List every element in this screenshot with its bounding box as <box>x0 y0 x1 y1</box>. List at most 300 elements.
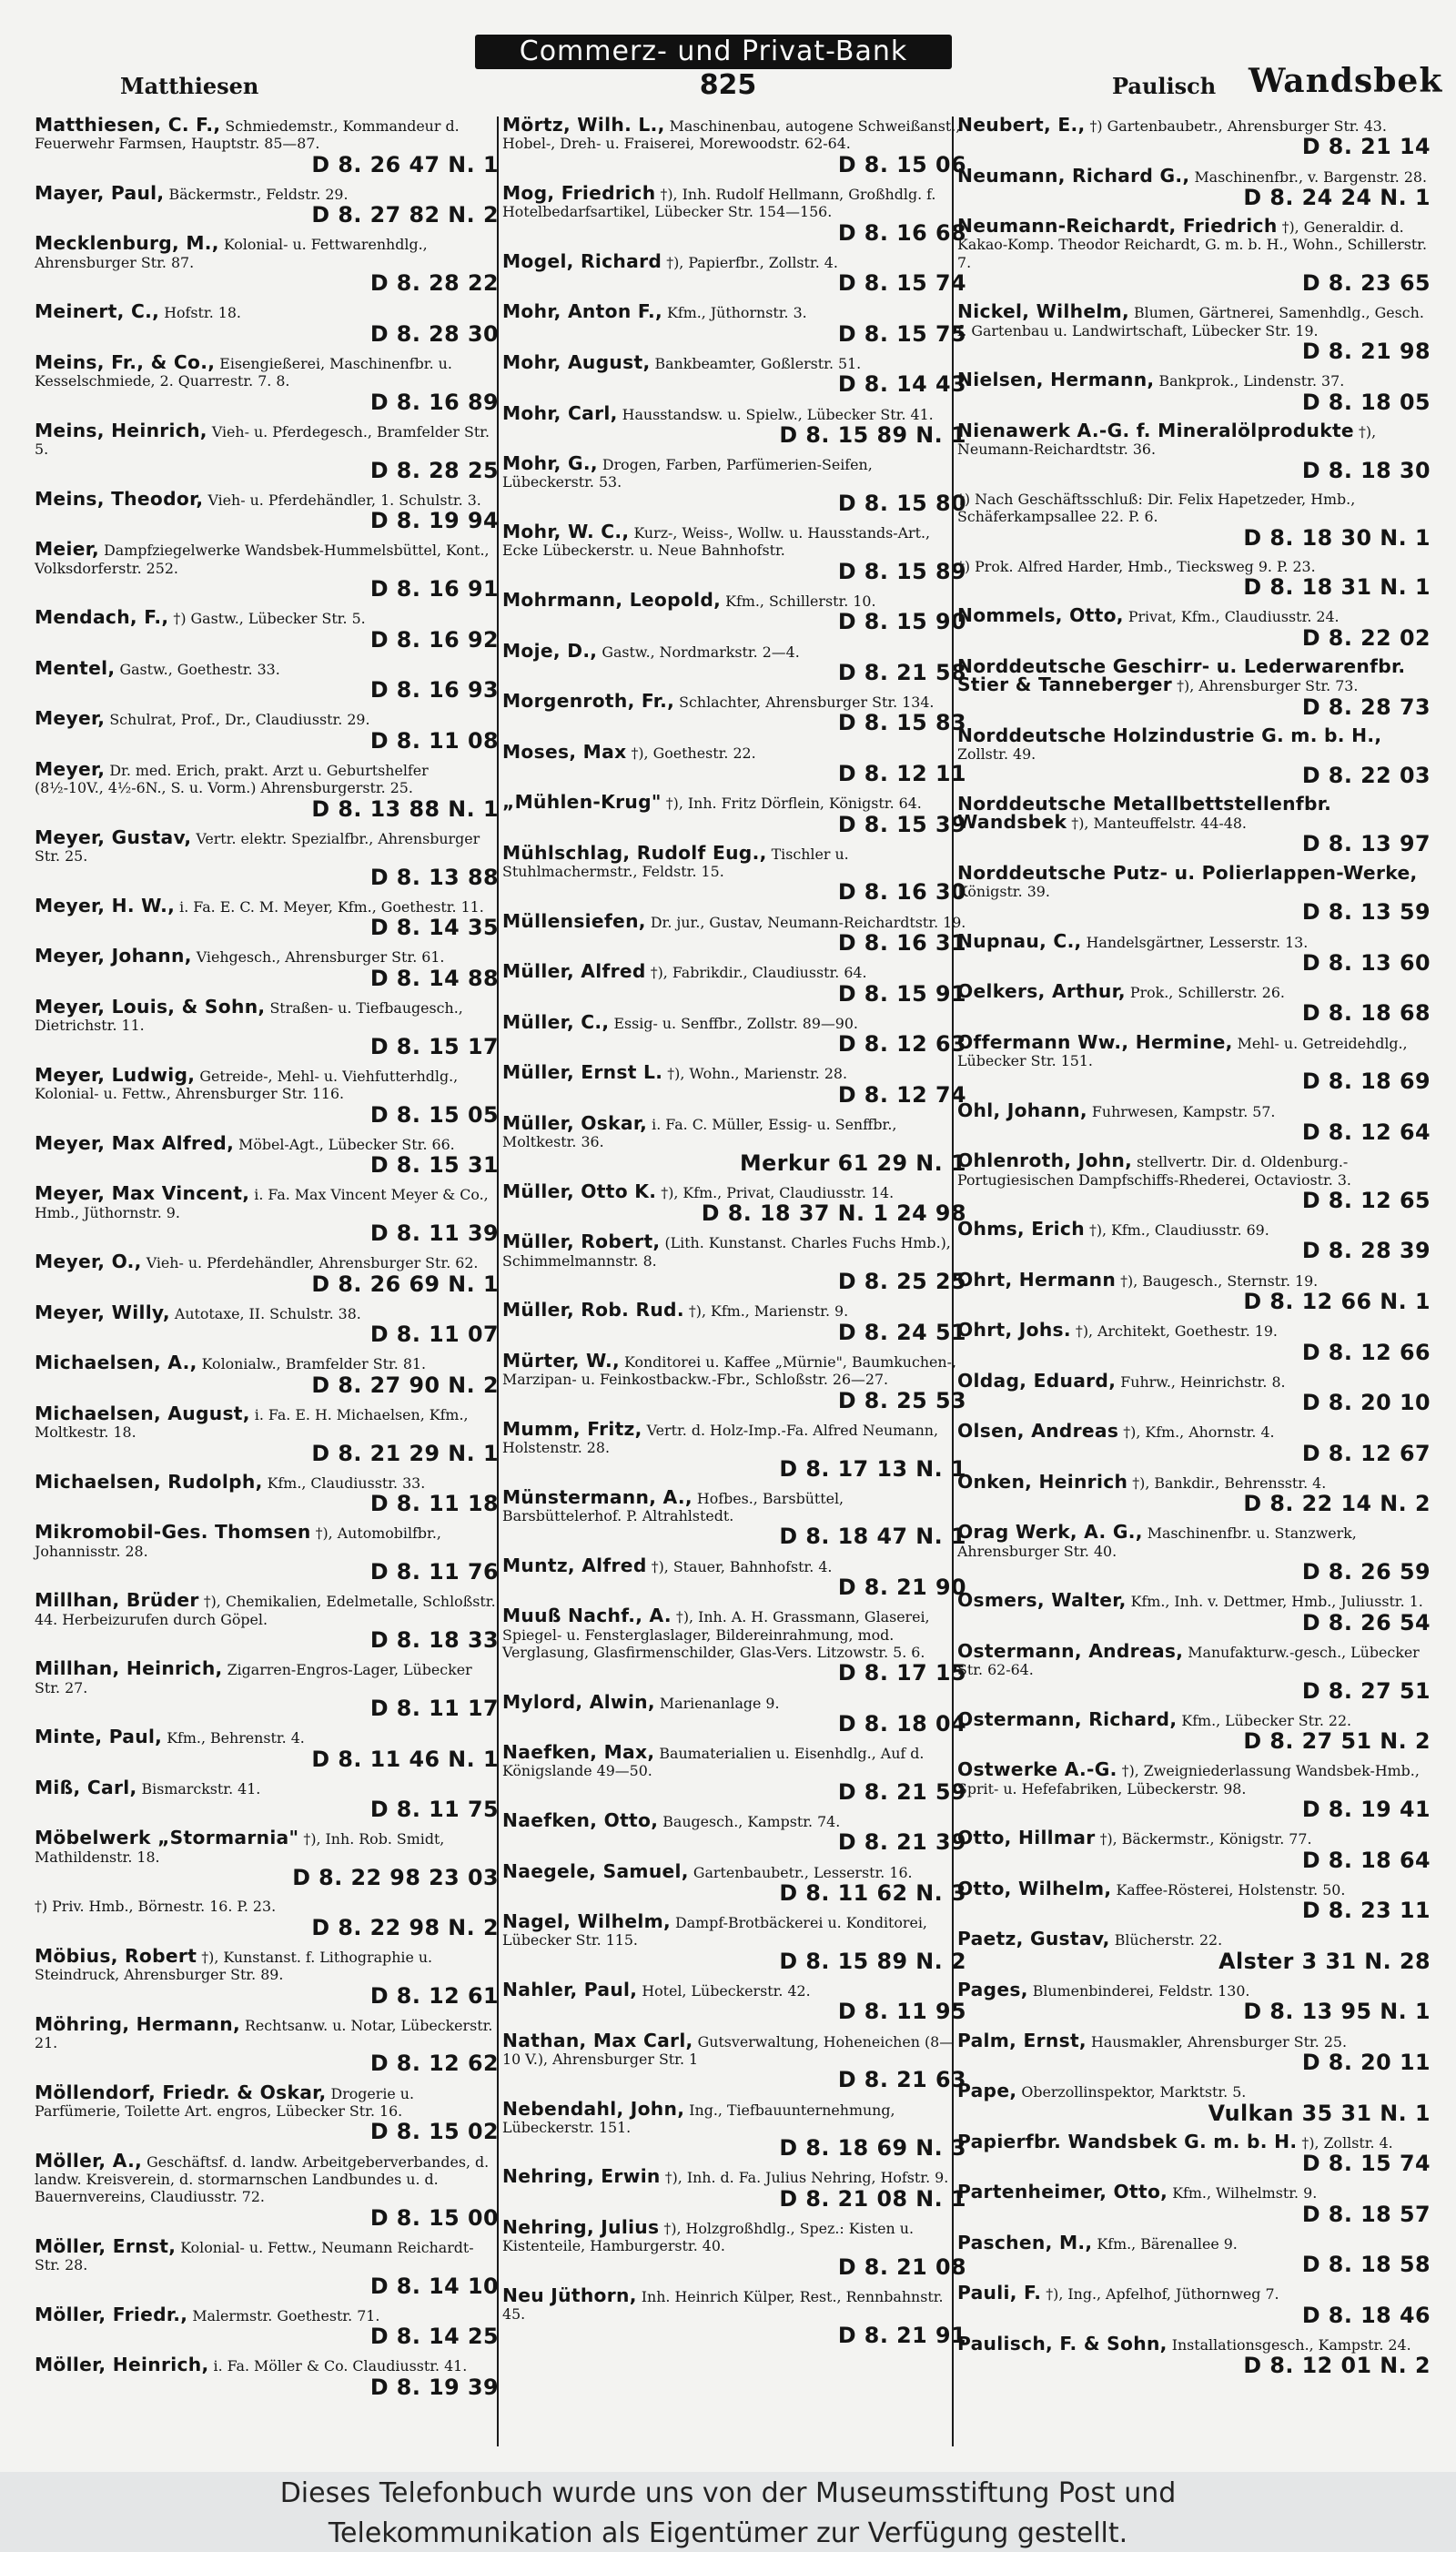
directory-entry <box>502 181 966 246</box>
entry-name: Meins, Theodor, <box>35 487 204 510</box>
entry-name: Paulisch, F. & Sohn, <box>957 2332 1168 2355</box>
directory-entry <box>957 1707 1431 1755</box>
entry-phone-number: D 8. 27 82 N. 2 <box>311 202 499 228</box>
entry-phone-number: D 8. 24 24 N. 1 <box>1243 184 1431 210</box>
entry-phone-number: D 8. 17 15 <box>837 1660 966 1686</box>
entry-name: Möbius, Robert <box>35 1944 197 1967</box>
entry-description: Kaffee-Rösterei, Holstenstr. 50. <box>1116 1880 1346 1899</box>
entry-name: Ostermann, Andreas, <box>957 1639 1184 1662</box>
entry-description: Bankprok., Lindenstr. 37. <box>1158 372 1345 390</box>
entry-name: Michaelsen, A., <box>35 1352 197 1374</box>
directory-entry <box>957 861 1431 926</box>
entry-name: Möller, Heinrich, <box>35 2354 209 2376</box>
entry-name: Palm, Ernst, <box>957 2029 1087 2051</box>
entry-phone-number: D 8. 18 68 <box>1301 1000 1431 1027</box>
entry-name: Morgenroth, Fr., <box>502 690 675 713</box>
directory-entry <box>957 1930 1431 1973</box>
entry-description: (Lith. Kunstanst. Charles Fuchs Hmb.), Schimmelmannstr. 8. <box>502 1234 951 1270</box>
directory-entry <box>957 1099 1431 1145</box>
entry-name: Miß, Carl, <box>35 1776 137 1798</box>
directory-entry <box>35 1402 499 1466</box>
entry-description: Hotel, Lübeckerstr. 42. <box>642 1982 811 2000</box>
entry-description: Fuhrwesen, Kampstr. 57. <box>1091 1102 1276 1120</box>
entry-phone-number: D 8. 26 47 N. 1 <box>311 151 499 177</box>
directory-entry <box>502 2097 966 2162</box>
entry-description: Malermstr. Goethestr. 71. <box>192 2306 380 2324</box>
entry-description: Geschäftsf. d. landw. Arbeitgeberverbandes, d. landw. Kreisverein, d. stormarnschen Landbundes u. d. Bauernvereins, Claudiusstr. 72. <box>35 2152 490 2206</box>
entry-phone-number: D 8. 15 39 <box>837 811 966 837</box>
entry-phone-number: D 8. 12 61 <box>369 1982 499 2009</box>
entry-name: Müller, Robert, <box>502 1230 661 1253</box>
entry-phone-number: D 8. 15 89 <box>837 558 966 584</box>
entry-description: Schulrat, Prof., Dr., Claudiusstr. 29. <box>109 711 370 729</box>
directory-entry <box>35 538 499 603</box>
entry-phone-number: D 8. 18 30 <box>1301 457 1431 483</box>
entry-phone-number: D 8. 18 33 <box>369 1627 499 1654</box>
entry-description: Kfm., Jüthornstr. 3. <box>667 304 807 322</box>
entry-name: Nebendahl, John, <box>502 2097 685 2120</box>
entry-description: Kfm., Lübecker Str. 22. <box>1181 1711 1352 1729</box>
entry-name: Muntz, Alfred <box>502 1554 647 1576</box>
entry-description: Dr. jur., Gustav, Neumann-Reichardtstr. 19. <box>650 913 966 931</box>
directory-entry <box>502 452 966 516</box>
entry-description: †) Gastw., Lübecker Str. 5. <box>173 610 366 628</box>
entry-name: Oldag, Eduard, <box>957 1369 1117 1392</box>
entry-name: Moses, Max <box>502 740 627 763</box>
entry-name: Paetz, Gustav, <box>957 1928 1110 1950</box>
directory-entry <box>502 2216 966 2280</box>
entry-name: Orag Werk, A. G., <box>957 1521 1143 1544</box>
entry-description: †), Manteuffelstr. 44-48. <box>1071 815 1247 833</box>
entry-phone-number: D 8. 26 54 <box>1301 1609 1431 1636</box>
entry-name: Mentel, <box>35 656 116 679</box>
entry-description: Bankbeamter, Goßlerstr. 51. <box>654 354 862 372</box>
entry-description: †), Zweigniederlassung Wandsbek-Hmb., Sprit- u. Hefefabriken, Lübeckerstr. 98. <box>957 1762 1420 1798</box>
entry-phone-number: D 8. 11 62 N. 3 <box>779 1879 966 1906</box>
entry-description: i. Fa. Möller & Co. Claudiusstr. 41. <box>213 2357 468 2375</box>
entry-phone-number: D 8. 11 39 <box>369 1220 499 1247</box>
entry-phone-number: D 8. 13 95 N. 1 <box>1243 1999 1431 2025</box>
directory-entry <box>957 1470 1431 1517</box>
entry-description: Eisengießerei, Maschinenfbr. u. Kesselschmiede, 2. Quarrestr. 7. 8. <box>35 354 452 390</box>
entry-phone-number: Alster 3 31 N. 28 <box>1218 1948 1431 1974</box>
entry-description: †) Priv. Hmb., Börnestr. 16. P. 23. <box>35 1898 277 1916</box>
directory-entry <box>35 181 499 228</box>
entry-phone-number: D 8. 14 25 <box>369 2324 499 2350</box>
entry-description: †) Nach Geschäftsschluß: Dir. Felix Hapetzeder, Hmb., Schäferkampsallee 22. P. 6. <box>957 490 1356 526</box>
bank-advertisement-banner: Commerz- und Privat-Bank <box>475 35 952 69</box>
directory-entry <box>957 164 1431 210</box>
entry-name: Ostwerke A.-G. <box>957 1758 1117 1781</box>
entry-name: Papierfbr. Wandsbek G. m. b. H. <box>957 2130 1298 2152</box>
directory-entry <box>502 2284 966 2348</box>
entry-description: Fuhrw., Heinrichstr. 8. <box>1120 1372 1286 1391</box>
entry-name: Ohrt, Hermann <box>957 1268 1117 1291</box>
entry-description: Bismarckstr. 41. <box>141 1779 261 1798</box>
entry-description: †), Wohn., Marienstr. 28. <box>667 1065 847 1083</box>
directory-entry <box>502 1061 966 1108</box>
entry-name: Nielsen, Hermann, <box>957 369 1155 391</box>
entry-name: Partenheimer, Otto, <box>957 2181 1168 2203</box>
entry-phone-number: D 8. 16 92 <box>369 626 499 653</box>
entry-name: Mörtz, Wilh. L., <box>502 114 665 136</box>
entry-phone-number: D 8. 28 25 <box>369 457 499 483</box>
entry-name: Mohr, W. C., <box>502 521 630 543</box>
entry-description: Viehgesch., Ahrensburger Str. 61. <box>196 948 445 967</box>
entry-phone-number: D 8. 22 03 <box>1301 762 1431 788</box>
entry-name: Mohr, August, <box>502 350 651 373</box>
directory-entry <box>35 825 499 890</box>
entry-description: Maschinenbau, autogene Schweißanst., Hobel-, Dreh- u. Fraiserei, Morewoodstr. 62-64. <box>502 117 961 153</box>
entry-name: Mumm, Fritz, <box>502 1417 642 1440</box>
entry-phone-number: D 8. 16 91 <box>369 576 499 603</box>
entry-name: Müller, Otto K. <box>502 1180 657 1202</box>
directory-entry <box>957 1268 1431 1314</box>
entry-name: Offermann Ww., Hermine, <box>957 1030 1233 1053</box>
entry-name: Müller, Rob. Rud. <box>502 1299 684 1322</box>
entry-name: Norddeutsche Putz- u. Polierlappen-Werke, <box>957 861 1418 884</box>
directory-entry <box>502 909 966 957</box>
directory-entry <box>502 1808 966 1856</box>
entry-phone-number: D 8. 25 53 <box>837 1387 966 1413</box>
directory-entry <box>502 1301 966 1344</box>
directory-entry <box>957 300 1431 365</box>
directory-entry <box>502 588 966 635</box>
directory-entry <box>502 639 966 685</box>
entry-phone-number: D 8. 15 89 N. 2 <box>779 1948 966 1974</box>
entry-description: †), Baugesch., Sternstr. 19. <box>1120 1271 1319 1290</box>
entry-description: †), Neumann-Reichardtstr. 36. <box>957 422 1377 459</box>
entry-phone-number: D 8. 11 46 N. 1 <box>311 1746 499 1772</box>
entry-name: Nehring, Julius <box>502 2216 660 2238</box>
entry-phone-number: D 8. 25 25 <box>837 1269 966 1295</box>
entry-phone-number: D 8. 12 66 N. 1 <box>1243 1289 1431 1314</box>
entry-description: Schlachter, Ahrensburger Str. 134. <box>679 694 935 712</box>
entry-name: Mohrmann, Leopold, <box>502 588 722 611</box>
entry-name: Otto, Hillmar <box>957 1827 1096 1849</box>
entry-phone-number: D 8. 28 73 <box>1301 694 1431 720</box>
entry-phone-number: D 8. 15 06 <box>837 151 966 177</box>
directory-entry <box>957 2183 1431 2226</box>
entry-name: Meyer, H. W., <box>35 894 176 916</box>
entry-phone-number: D 8. 15 90 <box>837 609 966 635</box>
directory-entry <box>502 2165 966 2212</box>
entry-description: Maschinenfbr., v. Bargenstr. 28. <box>1194 167 1428 186</box>
directory-entry <box>957 1877 1431 1924</box>
entry-description: Zollstr. 49. <box>957 745 1036 764</box>
directory-entry <box>957 2332 1431 2379</box>
entry-description: Hausstandsw. u. Spielw., Lübecker Str. 41. <box>622 405 934 423</box>
entry-description: †), Ing., Apfelhof, Jüthornweg 7. <box>1046 2285 1279 2304</box>
entry-description: Baugesch., Kampstr. 74. <box>662 1812 841 1830</box>
entry-phone-number: D 8. 15 00 <box>369 2204 499 2231</box>
entry-description: †), Inh. d. Fa. Julius Nehring, Hofstr. 9. <box>664 2169 949 2187</box>
entry-phone-number: D 8. 20 10 <box>1301 1390 1431 1416</box>
entry-phone-number: D 8. 18 31 N. 1 <box>1243 574 1431 601</box>
entry-description: †), Fabrikdir., Claudiusstr. 64. <box>650 964 867 982</box>
directory-column-2 <box>502 116 966 2355</box>
directory-entry <box>957 980 1431 1027</box>
entry-description: †), Bankdir., Behrensstr. 4. <box>1132 1473 1327 1492</box>
entry-name: Meyer, Max Vincent, <box>35 1182 250 1205</box>
directory-entry <box>957 654 1431 720</box>
directory-entry <box>35 2012 499 2077</box>
directory-entry <box>502 1981 966 2024</box>
entry-phone-number: Vulkan 35 31 N. 1 <box>1208 2100 1431 2126</box>
entry-name: Müller, Oskar, <box>502 1111 648 1134</box>
entry-phone-number: D 8. 21 63 <box>837 2067 966 2093</box>
entry-phone-number: D 8. 22 98 N. 2 <box>311 1914 499 1940</box>
entry-description: Straßen- u. Tiefbaugesch., Dietrichstr. 11. <box>35 998 463 1035</box>
entry-phone-number: D 8. 28 30 <box>369 320 499 347</box>
entry-description: Rechtsanw. u. Notar, Lübeckerstr. 21. <box>35 2016 493 2052</box>
entry-description: †), Inh. A. H. Grassmann, Glaserei, Spiegel- u. Fensterglaslager, Bildereinrahmung, mod. Verglasung, Glasfirmenschilder, Glas-Vers. Litzowstr. 5. 6. <box>502 1608 930 1661</box>
directory-entry <box>35 1657 499 1722</box>
entry-name: Ohlenroth, John, <box>957 1149 1133 1172</box>
directory-entry <box>35 894 499 941</box>
entry-description: †), Bäckermstr., Königstr. 77. <box>1099 1830 1312 1848</box>
entry-description: Vieh- u. Pferdehändler, Ahrensburger Str. 62. <box>146 1254 479 1272</box>
entry-name: Münstermann, A., <box>502 1485 693 1508</box>
entry-description: Kfm., Bärenallee 9. <box>1097 2234 1238 2253</box>
entry-phone-number: D 8. 18 69 <box>1301 1068 1431 1095</box>
directory-entry <box>502 1554 966 1601</box>
entry-name: Mohr, G., <box>502 452 598 475</box>
entry-description: Vertr. d. Holz-Imp.-Fa. Alfred Neumann, Holstenstr. 28. <box>502 1421 939 1457</box>
entry-description: †), Chemikalien, Edelmetalle, Schloßstr. 44. Herbeizurufen durch Göpel. <box>35 1593 496 1628</box>
directory-entry <box>35 606 499 653</box>
entry-description: †), Inh. Fritz Dörflein, Königstr. 64. <box>665 795 922 813</box>
directory-entry <box>502 1349 966 1413</box>
entry-phone-number: D 8. 21 08 N. 1 <box>779 2185 966 2212</box>
entry-name: Pauli, F. <box>957 2282 1042 2304</box>
entry-name: Nommels, Otto, <box>957 604 1124 627</box>
entry-description: Dampf-Brotbäckerei u. Konditorei, Lübecker Str. 115. <box>502 1914 927 1949</box>
entry-phone-number: D 8. 15 02 <box>369 2119 499 2145</box>
entry-phone-number: D 8. 28 22 <box>369 270 499 297</box>
entry-description: Manufakturw.-gesch., Lübecker Str. 62-64. <box>957 1643 1420 1679</box>
entry-phone-number: D 8. 18 05 <box>1301 389 1431 415</box>
directory-entry <box>35 2356 499 2399</box>
entry-description: Dr. med. Erich, prakt. Arzt u. Geburtshelfer (8½-10V., 4½-6N., S. u. Vorm.) Ahrensburgerstr. 25. <box>35 761 429 797</box>
directory-entry <box>957 215 1431 297</box>
entry-phone-number: D 8. 16 31 <box>837 930 966 957</box>
directory-entry <box>502 1690 966 1737</box>
directory-entry <box>957 1981 1431 2024</box>
right-guide-word: Paulisch <box>1112 73 1217 99</box>
entry-name: Ohrt, Johs. <box>957 1319 1071 1342</box>
entry-phone-number: D 8. 27 51 <box>1301 1677 1431 1704</box>
entry-description: Hofbes., Barsbüttel, Barsbüttelerhof. P. Altrahlstedt. <box>502 1489 844 1525</box>
entry-phone-number: D 8. 18 37 N. 1 24 98 <box>701 1200 966 1227</box>
entry-phone-number: D 8. 18 04 <box>837 1710 966 1737</box>
entry-description: †) Prok. Alfred Harder, Hmb., Tiecksweg 9. P. 23. <box>957 557 1316 575</box>
entry-name: Olsen, Andreas <box>957 1420 1119 1443</box>
directory-entry <box>35 1829 499 1889</box>
entry-description: Maschinenfbr. u. Stanzwerk, Ahrensburger Str. 40. <box>957 1524 1357 1560</box>
entry-description: Handelsgärtner, Lesserstr. 13. <box>1086 933 1309 951</box>
directory-entry <box>35 1253 499 1296</box>
entry-name: Ohms, Erich <box>957 1218 1085 1241</box>
entry-name: Michaelsen, Rudolph, <box>35 1470 263 1493</box>
entry-phone-number: D 8. 22 98 23 03 <box>292 1865 499 1891</box>
entry-description: Bäckermstr., Feldstr. 29. <box>168 185 349 203</box>
entry-description: Essig- u. Senffbr., Zollstr. 89—90. <box>613 1014 858 1032</box>
entry-phone-number: D 8. 19 39 <box>369 2374 499 2400</box>
entry-description: Tischler u. Stuhlmachermstr., Feldstr. 15. <box>502 845 849 881</box>
entry-name: Möller, A., <box>35 2149 143 2172</box>
entry-name: Oelkers, Arthur, <box>957 980 1126 1003</box>
entry-description: Konditorei u. Kaffee „Mürnie", Baumkuchen-, Marzipan- u. Feinkostbackw.-Fbr., Schloßstr. 26—27. <box>502 1352 956 1389</box>
entry-name: Meyer, Willy, <box>35 1301 170 1323</box>
directory-entry <box>35 232 499 297</box>
entry-description: †), Kfm., Ahornstr. 4. <box>1123 1423 1275 1442</box>
entry-phone-number: D 8. 15 75 <box>837 320 966 347</box>
entry-name: Mog, Friedrich <box>502 181 656 204</box>
directory-entry <box>35 2149 499 2231</box>
footer-line-1: Dieses Telefonbuch wurde uns von der Museumsstiftung Post und <box>279 2477 1177 2509</box>
directory-entry <box>35 487 499 534</box>
entry-phone-number: D 8. 18 47 N. 1 <box>779 1524 966 1550</box>
entry-description: Blumen, Gärtnerei, Samenhdlg., Gesch. f. Gartenbau u. Landwirtschaft, Lübecker Str. 19. <box>957 304 1424 339</box>
entry-description: Autotaxe, II. Schulstr. 38. <box>174 1304 361 1322</box>
entry-description: Getreide-, Mehl- u. Viehfutterhdlg., Kolonial- u. Fettw., Ahrensburger Str. 116. <box>35 1067 459 1103</box>
entry-name: Möller, Ernst, <box>35 2234 177 2257</box>
entry-description: Gutsverwaltung, Hoheneichen (8—10 V.), Ahrensburger Str. 1 <box>502 2032 955 2068</box>
directory-entry <box>957 2231 1431 2278</box>
entry-phone-number: D 8. 16 30 <box>837 879 966 906</box>
directory-entry <box>35 1728 499 1771</box>
directory-entry <box>957 491 1431 550</box>
entry-name: Müller, Alfred <box>502 960 646 983</box>
entry-phone-number: D 8. 12 63 <box>837 1031 966 1058</box>
entry-name: Neubert, E., <box>957 114 1086 136</box>
entry-name: Mayer, Paul, <box>35 181 165 204</box>
entry-phone-number: D 8. 16 89 <box>369 389 499 415</box>
entry-description: Kfm., Schillerstr. 10. <box>725 592 876 610</box>
directory-entry <box>35 1354 499 1397</box>
entry-name: Müller, Ernst L. <box>502 1061 663 1084</box>
entry-name: Norddeutsche Holzindustrie G. m. b. H., <box>957 724 1382 746</box>
entry-phone-number: D 8. 13 60 <box>1301 949 1431 976</box>
entry-phone-number: D 8. 14 10 <box>369 2273 499 2299</box>
entry-description: Königstr. 39. <box>957 882 1050 900</box>
directory-entry <box>502 249 966 297</box>
entry-description: Hausmakler, Ahrensburger Str. 25. <box>1090 2032 1347 2051</box>
entry-phone-number: D 8. 12 65 <box>1301 1187 1431 1213</box>
entry-phone-number: D 8. 23 11 <box>1301 1898 1431 1924</box>
directory-entry <box>35 2303 499 2350</box>
entry-phone-number: D 8. 14 88 <box>369 965 499 991</box>
entry-name: Mecklenburg, M., <box>35 232 219 255</box>
entry-description: stellvertr. Dir. d. Oldenburg.-Portugiesischen Dampfschiffs-Rhederei, Octaviostr. 3. <box>957 1153 1351 1189</box>
entry-description: Möbel-Agt., Lübecker Str. 66. <box>238 1135 455 1153</box>
entry-phone-number: D 8. 11 95 <box>837 1999 966 2025</box>
directory-entry <box>502 1180 966 1227</box>
entry-phone-number: D 8. 18 57 <box>1301 2201 1431 2227</box>
entry-name: Neumann, Richard G., <box>957 164 1190 187</box>
entry-description: Drogerie u. Parfümerie, Toilette Art. engros, Lübecker Str. 16. <box>35 2084 415 2121</box>
entry-phone-number: D 8. 15 83 <box>837 710 966 736</box>
entry-description: †) Gartenbaubetr., Ahrensburger Str. 43. <box>1089 117 1387 135</box>
entry-description: Prok., Schillerstr. 26. <box>1129 984 1285 1002</box>
entry-description: i. Fa. E. C. M. Meyer, Kfm., Goethestr. 11. <box>179 897 484 916</box>
entry-name: Norddeutsche Geschirr- u. Lederwarenfbr. Stier & Tanneberger <box>957 654 1406 696</box>
directory-entry <box>957 2029 1431 2075</box>
directory-entry <box>35 707 499 754</box>
entry-phone-number: D 8. 21 59 <box>837 1778 966 1805</box>
entry-phone-number: D 8. 11 76 <box>369 1559 499 1585</box>
entry-description: Drogen, Farben, Parfümerien-Seifen, Lübeckerstr. 53. <box>502 456 873 491</box>
directory-entry <box>35 1131 499 1179</box>
entry-name: Mogel, Richard <box>502 249 662 272</box>
entry-name: Meyer, <box>35 757 106 780</box>
directory-entry <box>957 1758 1431 1823</box>
footer-line-2: Telekommunikation als Eigentümer zur Verfügung gestellt. <box>328 2517 1128 2549</box>
directory-entry <box>957 929 1431 976</box>
entry-description: i. Fa. Max Vincent Meyer & Co., Hmb., Jüthornstr. 9. <box>35 1186 489 1221</box>
directory-entry <box>35 947 499 990</box>
directory-entry <box>502 791 966 837</box>
entry-phone-number: D 8. 27 51 N. 2 <box>1243 1728 1431 1755</box>
entry-name: Möbelwerk „Stormarnia" <box>35 1827 299 1849</box>
entry-description: †), Goethestr. 22. <box>631 744 756 762</box>
entry-name: Muuß Nachf., A. <box>502 1605 672 1627</box>
entry-phone-number: D 8. 13 88 <box>369 864 499 890</box>
entry-name: Norddeutsche Metallbettstellenfbr. Wandsbek <box>957 792 1332 834</box>
directory-entry <box>502 1741 966 1805</box>
entry-name: Meyer, Gustav, <box>35 825 192 848</box>
entry-phone-number: D 8. 21 08 <box>837 2253 966 2280</box>
entry-phone-number: D 8. 26 69 N. 1 <box>311 1271 499 1297</box>
entry-name: Mendach, F., <box>35 606 169 629</box>
entry-phone-number: D 8. 18 69 N. 3 <box>779 2135 966 2162</box>
entry-description: Baumaterialien u. Eisenhdlg., Auf d. Königslande 49—50. <box>502 1745 925 1780</box>
entry-phone-number: D 8. 12 62 <box>369 2051 499 2077</box>
entry-phone-number: D 8. 12 74 <box>837 1081 966 1108</box>
entry-name: Meyer, Johann, <box>35 945 192 967</box>
directory-entry <box>35 1521 499 1585</box>
entry-phone-number: D 8. 11 75 <box>369 1797 499 1823</box>
directory-column-1 <box>35 116 499 2407</box>
entry-phone-number: D 8. 21 90 <box>837 1575 966 1601</box>
entry-phone-number: D 8. 13 88 N. 1 <box>311 795 499 822</box>
entry-name: Michaelsen, August, <box>35 1402 250 1424</box>
entry-description: Kolonial- u. Fettwarenhdlg., Ahrensburger Str. 87. <box>35 236 428 271</box>
entry-phone-number: D 8. 21 29 N. 1 <box>311 1440 499 1466</box>
page-number: 825 <box>699 69 757 101</box>
entry-name: Millhan, Brüder <box>35 1589 199 1612</box>
entry-name: Nagel, Wilhelm, <box>502 1910 671 1933</box>
entry-name: Meyer, Louis, & Sohn, <box>35 995 266 1018</box>
entry-phone-number: D 8. 12 64 <box>1301 1119 1431 1145</box>
directory-entry <box>502 1607 966 1685</box>
entry-description: †), Kfm., Marienstr. 9. <box>688 1302 849 1321</box>
entry-phone-number: D 8. 11 08 <box>369 727 499 754</box>
entry-name: Müller, C., <box>502 1010 610 1033</box>
entry-phone-number: D 8. 21 39 <box>837 1829 966 1856</box>
directory-entry <box>502 960 966 1007</box>
entry-description: Schmiedemstr., Kommandeur d. Feuerwehr Farmsen, Hauptstr. 85—87. <box>35 117 460 153</box>
entry-description: Blücherstr. 22. <box>1114 1931 1223 1949</box>
entry-phone-number: D 8. 18 64 <box>1301 1847 1431 1873</box>
directory-entry <box>35 1589 499 1654</box>
entry-name: Millhan, Heinrich, <box>35 1657 223 1680</box>
entry-phone-number: D 8. 16 93 <box>369 677 499 704</box>
entry-phone-number: D 8. 19 94 <box>369 508 499 534</box>
entry-phone-number: D 8. 16 68 <box>837 219 966 246</box>
entry-phone-number: D 8. 12 66 <box>1301 1339 1431 1365</box>
